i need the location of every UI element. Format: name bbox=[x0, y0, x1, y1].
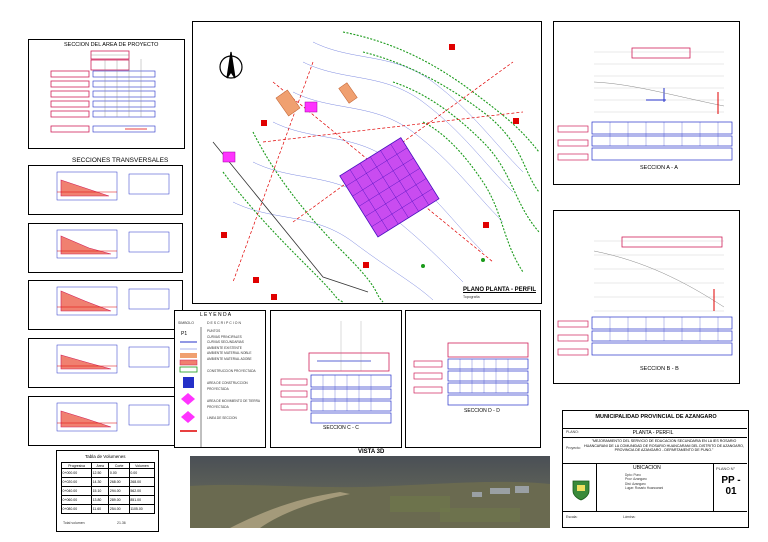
plan-drawing bbox=[193, 22, 541, 303]
volumes-cell: 562.00 bbox=[129, 487, 154, 496]
section-b-title: SECCION B - B bbox=[640, 366, 679, 372]
volumes-cell: 13.80 bbox=[92, 496, 109, 505]
legend-title: L E Y E N D A bbox=[200, 312, 232, 318]
volumes-cell: 294.00 bbox=[109, 487, 129, 496]
volumes-cell: 15.10 bbox=[92, 487, 109, 496]
volumes-row bbox=[62, 478, 155, 487]
volumes-cell: 268.00 bbox=[129, 478, 154, 487]
section-a-drawing bbox=[554, 22, 739, 184]
cross-section-1 bbox=[28, 165, 183, 215]
volumes-header-cell: Progresiva bbox=[62, 463, 92, 469]
volumes-header-cell: Corte bbox=[109, 463, 129, 469]
legend-col-symbol: SIMBOLO bbox=[178, 321, 194, 325]
location-line: Dist: Azangaro bbox=[625, 481, 646, 486]
volumes-cell: 289.00 bbox=[109, 496, 129, 505]
volumes-header-cell: Area bbox=[92, 463, 109, 469]
section-area-panel bbox=[28, 39, 185, 149]
volumes-cell: 254.00 bbox=[109, 505, 129, 514]
location-line: Prov: Azangaro bbox=[625, 477, 647, 482]
location-line: Dpto: Puno bbox=[625, 473, 641, 477]
legend-item-label: AMBIENTE MATERIAL ADOBE bbox=[207, 356, 252, 361]
volumes-cell: 0.00 bbox=[109, 469, 129, 478]
title-block bbox=[562, 410, 749, 528]
section-d-drawing bbox=[406, 311, 540, 447]
plan-subtitle: Topografía bbox=[463, 295, 480, 299]
volumes-cell: 0+020.00 bbox=[62, 478, 92, 487]
volumes-cell: 268.00 bbox=[109, 478, 129, 487]
legend-item-label: CURVAS SECUNDARIAS bbox=[207, 340, 244, 345]
title-plan-name: PLANTA - PERFIL bbox=[632, 430, 674, 436]
legend-item-label: LINEA DE SECCION bbox=[207, 415, 237, 420]
legend-item-label: AMBIENTE EXISTENTE bbox=[207, 345, 242, 350]
legend-item-label: AREA DE CONSTRUCCION PROYECTADA bbox=[207, 381, 248, 391]
volumes-cell: 0.00 bbox=[129, 469, 154, 478]
section-a-panel bbox=[553, 21, 740, 185]
volumes-cell: 0+080.00 bbox=[62, 505, 92, 514]
svg-text:P1: P1 bbox=[181, 331, 188, 337]
view3d-title: VISTA 3D bbox=[358, 449, 385, 455]
view3d-image bbox=[190, 456, 550, 528]
section-c-panel bbox=[270, 310, 402, 448]
volumes-cell: 0+040.00 bbox=[62, 487, 92, 496]
section-d-title: SECCION D - D bbox=[464, 408, 500, 414]
title-plan-label: PLANO: bbox=[566, 430, 579, 434]
volumes-row bbox=[62, 505, 155, 514]
title-sheet-label: Lámina: bbox=[623, 515, 636, 519]
view3d-panel bbox=[190, 449, 550, 528]
title-entity: MUNICIPALIDAD PROVINCIAL DE AZANGARO bbox=[595, 414, 717, 420]
legend-item-label: PUNTOS bbox=[207, 329, 221, 333]
title-location-title: UBICACION bbox=[633, 465, 661, 471]
legend-col-desc: D E S C R I P C I O N bbox=[207, 321, 241, 325]
volumes-header-cell: Volumen bbox=[129, 463, 154, 469]
section-c-title: SECCION C - C bbox=[323, 425, 359, 431]
section-d-panel bbox=[405, 310, 541, 448]
north-arrow-icon bbox=[220, 52, 242, 78]
section-area-title: SECCION DEL AREA DE PROYECTO bbox=[64, 42, 159, 48]
volumes-cell: 851.00 bbox=[129, 496, 154, 505]
volumes-cell: 11.60 bbox=[92, 505, 109, 514]
volumes-row bbox=[62, 487, 155, 496]
section-a-title: SECCION A - A bbox=[640, 165, 678, 171]
legend-list bbox=[207, 329, 265, 421]
section-b-panel bbox=[553, 210, 740, 384]
volumes-cell: 0+060.00 bbox=[62, 496, 92, 505]
section-b-drawing bbox=[554, 211, 739, 383]
volumes-total-label: Total volumen bbox=[63, 521, 85, 525]
legend-item-label: AREA DE MOVIMIENTO DE TIERRA PROYECTADA bbox=[207, 399, 260, 409]
legend-item-label: AMBIENTE MATERIAL NOBLE bbox=[207, 351, 252, 356]
legend-item-label: CONSTRUCCION PROYECTADA bbox=[207, 368, 256, 373]
volumes-table bbox=[61, 462, 155, 514]
title-scale-label: Escala: bbox=[566, 515, 578, 519]
title-project: "MEJORAMIENTO DEL SERVICIO DE EDUCACION SECUNDARIA EN LA IES ROSARIO HUANCARANI DE LA COMUNIDAD DE ROSARIO HUANCARANI DEL DISTRITO DE AZANGARO, PROVINCIA DE AZANGARO - DEPARTAMENTO DE PUNO." bbox=[584, 439, 744, 453]
plan-title: PLANO PLANTA - PERFIL bbox=[463, 287, 536, 293]
volumes-cell: 14.30 bbox=[92, 478, 109, 487]
title-plan-number: PP - 01 bbox=[721, 475, 741, 497]
volumes-cell: 1105.00 bbox=[129, 505, 154, 514]
location-line: Lugar: Rosario Huancarani bbox=[625, 486, 664, 491]
cross-section-2 bbox=[28, 223, 183, 273]
legend-panel bbox=[174, 310, 266, 448]
title-plan-number-label: PLANO N° bbox=[716, 466, 736, 471]
cross-section-5 bbox=[28, 396, 183, 446]
title-project-label: Proyecto: bbox=[566, 446, 581, 450]
municipality-logo-icon bbox=[571, 479, 591, 501]
cross-section-4 bbox=[28, 338, 183, 388]
volumes-table-panel bbox=[56, 450, 159, 532]
plan-panel bbox=[192, 21, 542, 304]
title-location-lines bbox=[625, 473, 663, 491]
volumes-cell: 0+000.00 bbox=[62, 469, 92, 478]
volumes-row bbox=[62, 469, 155, 478]
volumes-cell: 12.50 bbox=[92, 469, 109, 478]
section-area-drawing bbox=[29, 49, 184, 149]
volumes-total-value: 21.36 bbox=[117, 521, 126, 525]
volumes-title: Tabla de Volumenes bbox=[85, 454, 126, 459]
volumes-row bbox=[62, 496, 155, 505]
legend-item-label: CURVAS PRINCIPALES bbox=[207, 334, 242, 339]
cross-sections-title: SECCIONES TRANSVERSALES bbox=[72, 157, 169, 164]
cross-section-3 bbox=[28, 280, 183, 330]
